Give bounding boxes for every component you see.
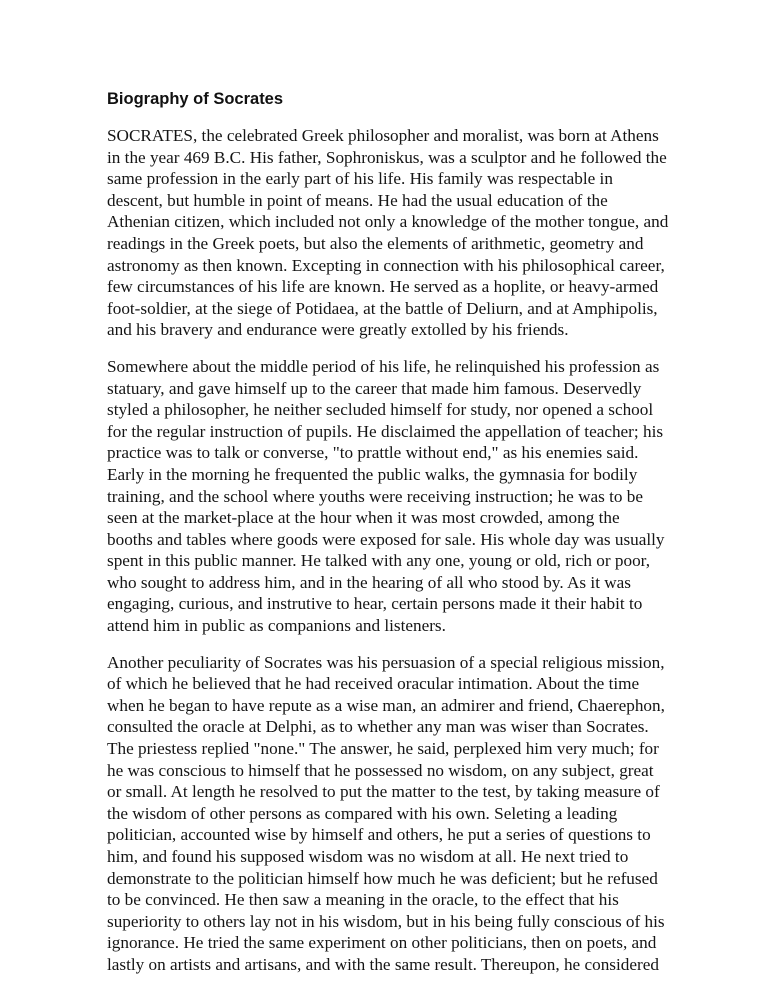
text-line: when he began to have repute as a wise man, an admirer and friend, Chaerephon, (107, 695, 665, 715)
text-line: astronomy as then known. Excepting in connection with his philosophical career, (107, 255, 665, 275)
text-line: Another peculiarity of Socrates was his persuasion of a special religious mission, (107, 652, 665, 672)
text-line: in the year 469 B.C. His father, Sophroniskus, was a sculptor and he followed the (107, 147, 667, 167)
text-line: politician, accounted wise by himself and others, he put a series of questions to (107, 825, 651, 845)
text-line: superiority to others lay not in his wisdom, but in his being fully conscious of his (107, 911, 665, 931)
text-line: he was conscious to himself that he possessed no wisdom, on any subject, great (107, 760, 654, 780)
text-line: him, and found his supposed wisdom was no wisdom at all. He next tried to (107, 847, 629, 866)
text-line: SOCRATES, the celebrated Greek philosopher and moralist, was born at Athens (107, 126, 659, 145)
text-line: or small. At length he resolved to put the matter to the test, by taking measure of (107, 782, 660, 802)
text-line: practice was to talk or converse, "to prattle without end," as his enemies said. (107, 443, 639, 463)
text-line: ignorance. He tried the same experiment on other politicians, then on poets, and (107, 933, 657, 953)
text-line: statuary, and gave himself up to the career that made him famous. Deservedly (107, 378, 642, 398)
paragraph-1 (107, 125, 667, 341)
text-line: Early in the morning he frequented the public walks, the gymnasia for bodily (107, 464, 638, 484)
text-line: seen at the market-place at the hour when it was most crowded, among the (107, 508, 620, 528)
text-line: to be convinced. He then saw a meaning in the oracle, to the effect that his (107, 890, 619, 910)
text-line: for the regular instruction of pupils. He disclaimed the appellation of teacher; his (107, 421, 664, 441)
text-line: of which he believed that he had received oracular intimation. About the time (107, 674, 640, 694)
text-line: consulted the oracle at Delphi, as to whether any man was wiser than Socrates. (107, 717, 649, 737)
text-line: the wisdom of other persons as compared with his own. Seleting a leading (107, 803, 618, 823)
text-line: demonstrate to the politician himself how much he was deficient; but he refused (107, 868, 658, 888)
text-line: engaging, curious, and instrutive to hear, certain persons made it their habit to (107, 594, 643, 614)
text-line: foot-soldier, at the siege of Potidaea, at the battle of Deliurn, and at Amphipolis, (107, 298, 658, 318)
text-line: few circumstances of his life are known. He served as a hoplite, or heavy-armed (107, 277, 659, 297)
text-line: The priestess replied "none." The answer, he said, perplexed him very much; for (107, 739, 659, 759)
paragraph-3 (107, 652, 667, 976)
text-line: styled a philosopher, he neither secluded himself for study, nor opened a school (107, 400, 654, 420)
text-line: spent in this public manner. He talked with any one, young or old, rich or poor, (107, 551, 650, 571)
text-line: who sought to address him, and in the hearing of all who stood by. As it was (107, 572, 631, 592)
text-line: Athenian citizen, which included not only a knowledge of the mother tongue, and (107, 212, 669, 232)
text-line: training, and the school where youths were receiving instruction; he was to be (107, 486, 644, 506)
text-line: readings in the Greek poets, but also the elements of arithmetic, geometry and (107, 233, 644, 253)
text-line: Somewhere about the middle period of his life, he relinquished his profession as (107, 356, 660, 376)
text-line: booths and tables where goods were exposed for sale. His whole day was usually (107, 529, 665, 549)
document-page (107, 88, 667, 991)
text-line: and his bravery and endurance were greatly extolled by his friends. (107, 320, 569, 340)
text-line: descent, but humble in point of means. He had the usual education of the (107, 190, 608, 210)
text-line: same profession in the early part of his life. His family was respectable in (107, 169, 613, 189)
text-line: lastly on artists and artisans, and with the same result. Thereupon, he considered (107, 954, 659, 974)
document-title: Biography of Socrates (107, 90, 284, 108)
paragraph-2 (107, 356, 667, 637)
text-line: attend him in public as companions and listeners. (107, 616, 446, 636)
